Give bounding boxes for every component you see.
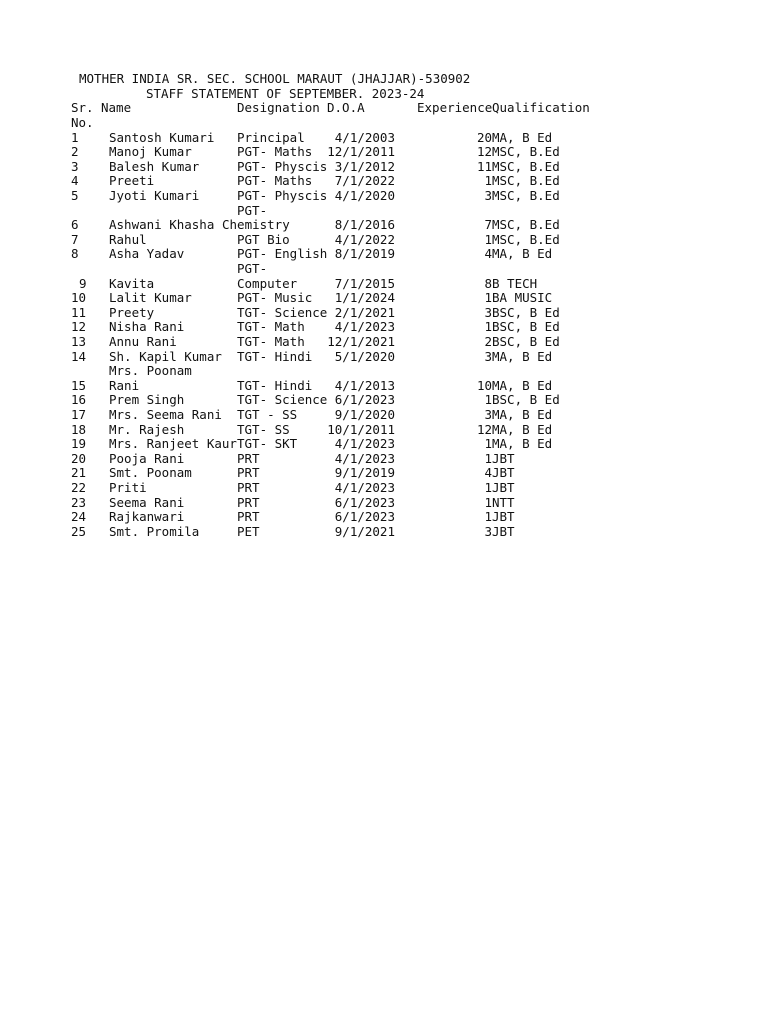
sr-no: 25	[71, 523, 87, 539]
staff-name: Nisha Rani	[109, 319, 185, 335]
staff-doa: 6/1/2023	[334, 509, 395, 525]
staff-experience: 3	[484, 406, 492, 422]
staff-doa: 4/1/2023	[334, 479, 395, 495]
staff-qualification: JBT	[492, 479, 515, 495]
staff-designation: TGT- SKT	[237, 436, 298, 452]
staff-designation: PGT- Physcis	[237, 187, 328, 203]
staff-qualification: MA, B Ed	[492, 436, 553, 452]
sr-no: 11	[71, 304, 87, 320]
staff-experience: 1	[484, 509, 492, 525]
staff-doa: 4/1/2022	[334, 231, 395, 247]
designation-prefix: PGT-	[237, 202, 268, 218]
header-sr-cont: No.	[71, 115, 94, 130]
staff-doa: 4/1/2003	[334, 129, 395, 145]
staff-doa: 4/1/2020	[334, 187, 395, 203]
staff-designation: TGT- SS	[237, 421, 290, 437]
sr-no: 15	[71, 377, 87, 393]
staff-designation: PGT- Maths	[237, 144, 313, 160]
staff-qualification: MSC, B.Ed	[492, 187, 560, 203]
header-designation: Designation	[237, 100, 320, 115]
staff-designation: TGT- Hindi	[237, 348, 313, 364]
header-doa: D.O.A	[327, 100, 365, 115]
staff-qualification: BA MUSIC	[492, 290, 553, 306]
staff-designation: PGT- Physcis	[237, 158, 328, 174]
sr-no: 18	[71, 421, 87, 437]
staff-qualification: BSC, B Ed	[492, 319, 560, 335]
staff-doa: 3/1/2012	[334, 158, 395, 174]
sr-no: 2	[71, 144, 79, 160]
staff-designation: Computer	[237, 275, 298, 291]
staff-name: Rani	[109, 377, 140, 393]
name-prefix: Mrs. Poonam	[109, 363, 192, 379]
staff-name: Smt. Poonam	[109, 465, 192, 481]
statement-subtitle: STAFF STATEMENT OF SEPTEMBER. 2023-24	[146, 86, 425, 101]
staff-doa: 7/1/2015	[334, 275, 395, 291]
staff-name: Santosh Kumari	[109, 129, 215, 145]
staff-qualification: B TECH	[492, 275, 538, 291]
staff-designation: PRT	[237, 465, 260, 481]
sr-no: 17	[71, 406, 87, 422]
staff-doa: 2/1/2021	[334, 304, 395, 320]
staff-experience: 3	[484, 523, 492, 539]
staff-experience: 3	[484, 348, 492, 364]
designation-prefix: PGT-	[237, 260, 268, 276]
sr-no: 12	[71, 319, 87, 335]
staff-doa: 4/1/2023	[334, 319, 395, 335]
sr-no: 4	[71, 173, 79, 189]
staff-name: Sh. Kapil Kumar	[109, 348, 222, 364]
staff-qualification: MA, B Ed	[492, 421, 553, 437]
staff-experience: 1	[484, 436, 492, 452]
header-name: Name	[101, 100, 132, 115]
staff-experience: 1	[484, 290, 492, 306]
staff-doa: 4/1/2023	[334, 436, 395, 452]
staff-qualification: JBT	[492, 450, 515, 466]
staff-qualification: JBT	[492, 509, 515, 525]
staff-designation: PRT	[237, 494, 260, 510]
staff-designation: TGT - SS	[237, 406, 298, 422]
staff-name: Mr. Rajesh	[109, 421, 185, 437]
staff-designation: TGT- Science	[237, 304, 328, 320]
staff-name: Prem Singh	[109, 392, 185, 408]
staff-experience: 12	[476, 144, 492, 160]
staff-name: Balesh Kumar	[109, 158, 200, 174]
staff-name: Ashwani Khasha	[109, 217, 215, 233]
staff-qualification: MA, B Ed	[492, 406, 553, 422]
staff-experience: 12	[476, 421, 492, 437]
staff-doa: 9/1/2019	[334, 465, 395, 481]
staff-qualification: MSC, B.Ed	[492, 231, 560, 247]
sr-no: 24	[71, 509, 87, 525]
sr-no: 3	[71, 158, 79, 174]
staff-qualification: NTT	[492, 494, 515, 510]
staff-experience: 1	[484, 450, 492, 466]
staff-qualification: JBT	[492, 465, 515, 481]
sr-no: 8	[71, 246, 79, 262]
staff-experience: 3	[484, 187, 492, 203]
staff-designation: PRT	[237, 479, 260, 495]
staff-experience: 3	[484, 304, 492, 320]
staff-qualification: MA, B Ed	[492, 129, 553, 145]
sr-no: 9	[79, 275, 87, 291]
staff-name: Pooja Rani	[109, 450, 185, 466]
staff-experience: 4	[484, 246, 492, 262]
sr-no: 22	[71, 479, 87, 495]
staff-experience: 1	[484, 173, 492, 189]
staff-qualification: MSC, B.Ed	[492, 158, 560, 174]
staff-doa: 6/1/2023	[334, 494, 395, 510]
staff-name: Rajkanwari	[109, 509, 185, 525]
staff-qualification: MA, B Ed	[492, 348, 553, 364]
staff-qualification: BSC, B Ed	[492, 304, 560, 320]
staff-designation: PGT Bio	[237, 231, 290, 247]
staff-doa: 8/1/2019	[334, 246, 395, 262]
staff-name: Annu Rani	[109, 333, 177, 349]
staff-name: Rahul	[109, 231, 147, 247]
staff-name: Mrs. Seema Rani	[109, 406, 222, 422]
staff-name: Manoj Kumar	[109, 144, 192, 160]
header-sr: Sr.	[71, 100, 94, 115]
staff-qualification: MA, B Ed	[492, 246, 553, 262]
staff-experience: 1	[484, 392, 492, 408]
sr-no: 6	[71, 217, 79, 233]
staff-name: Mrs. Ranjeet Kaur	[109, 436, 237, 452]
sr-no: 16	[71, 392, 87, 408]
staff-doa: 4/1/2023	[334, 450, 395, 466]
header-experience: Experience	[417, 100, 493, 115]
staff-name: Seema Rani	[109, 494, 185, 510]
sr-no: 13	[71, 333, 87, 349]
staff-experience: 1	[484, 319, 492, 335]
staff-designation: TGT- Math	[237, 333, 305, 349]
staff-doa: 8/1/2016	[334, 217, 395, 233]
staff-experience: 8	[484, 275, 492, 291]
staff-doa: 5/1/2020	[334, 348, 395, 364]
staff-name: Lalit Kumar	[109, 290, 192, 306]
staff-name: Smt. Promila	[109, 523, 200, 539]
staff-qualification: MA, B Ed	[492, 377, 553, 393]
staff-experience: 2	[484, 333, 492, 349]
staff-designation: TGT- Science	[237, 392, 328, 408]
sr-no: 21	[71, 465, 87, 481]
sr-no: 14	[71, 348, 87, 364]
sr-no: 10	[71, 290, 87, 306]
staff-doa: 1/1/2024	[334, 290, 395, 306]
staff-designation: PRT	[237, 450, 260, 466]
staff-designation: PGT- Maths	[237, 173, 313, 189]
staff-experience: 20	[476, 129, 492, 145]
staff-qualification: BSC, B Ed	[492, 392, 560, 408]
staff-name: Preety	[109, 304, 155, 320]
staff-qualification: BSC, B Ed	[492, 333, 560, 349]
staff-designation: PET	[237, 523, 260, 539]
staff-designation: Chemistry	[222, 217, 290, 233]
staff-designation: PGT- English	[237, 246, 328, 262]
staff-name: Preeti	[109, 173, 155, 189]
staff-qualification: JBT	[492, 523, 515, 539]
staff-experience: 1	[484, 494, 492, 510]
staff-designation: PRT	[237, 509, 260, 525]
sr-no: 19	[71, 436, 87, 452]
staff-name: Jyoti Kumari	[109, 187, 200, 203]
staff-designation: TGT- Hindi	[237, 377, 313, 393]
sr-no: 5	[71, 187, 79, 203]
sr-no: 7	[71, 231, 79, 247]
staff-designation: TGT- Math	[237, 319, 305, 335]
staff-name: Asha Yadav	[109, 246, 185, 262]
school-title: MOTHER INDIA SR. SEC. SCHOOL MARAUT (JHAJJAR)-530902	[79, 71, 471, 86]
staff-experience: 7	[484, 217, 492, 233]
staff-qualification: MSC, B.Ed	[492, 173, 560, 189]
header-qualification: Qualification	[492, 100, 590, 115]
staff-doa: 10/1/2011	[327, 421, 395, 437]
staff-qualification: MSC, B.Ed	[492, 217, 560, 233]
staff-experience: 1	[484, 231, 492, 247]
staff-experience: 11	[476, 158, 492, 174]
staff-doa: 6/1/2023	[334, 392, 395, 408]
staff-doa: 4/1/2013	[334, 377, 395, 393]
staff-qualification: MSC, B.Ed	[492, 144, 560, 160]
sr-no: 20	[71, 450, 87, 466]
staff-experience: 1	[484, 479, 492, 495]
staff-name: Priti	[109, 479, 147, 495]
staff-doa: 9/1/2021	[334, 523, 395, 539]
staff-designation: Principal	[237, 129, 305, 145]
staff-doa: 7/1/2022	[334, 173, 395, 189]
staff-doa: 12/1/2011	[327, 144, 395, 160]
staff-designation: PGT- Music	[237, 290, 313, 306]
staff-doa: 12/1/2021	[327, 333, 395, 349]
staff-experience: 10	[476, 377, 492, 393]
sr-no: 23	[71, 494, 87, 510]
staff-doa: 9/1/2020	[334, 406, 395, 422]
sr-no: 1	[71, 129, 79, 145]
staff-experience: 4	[484, 465, 492, 481]
staff-name: Kavita	[109, 275, 155, 291]
